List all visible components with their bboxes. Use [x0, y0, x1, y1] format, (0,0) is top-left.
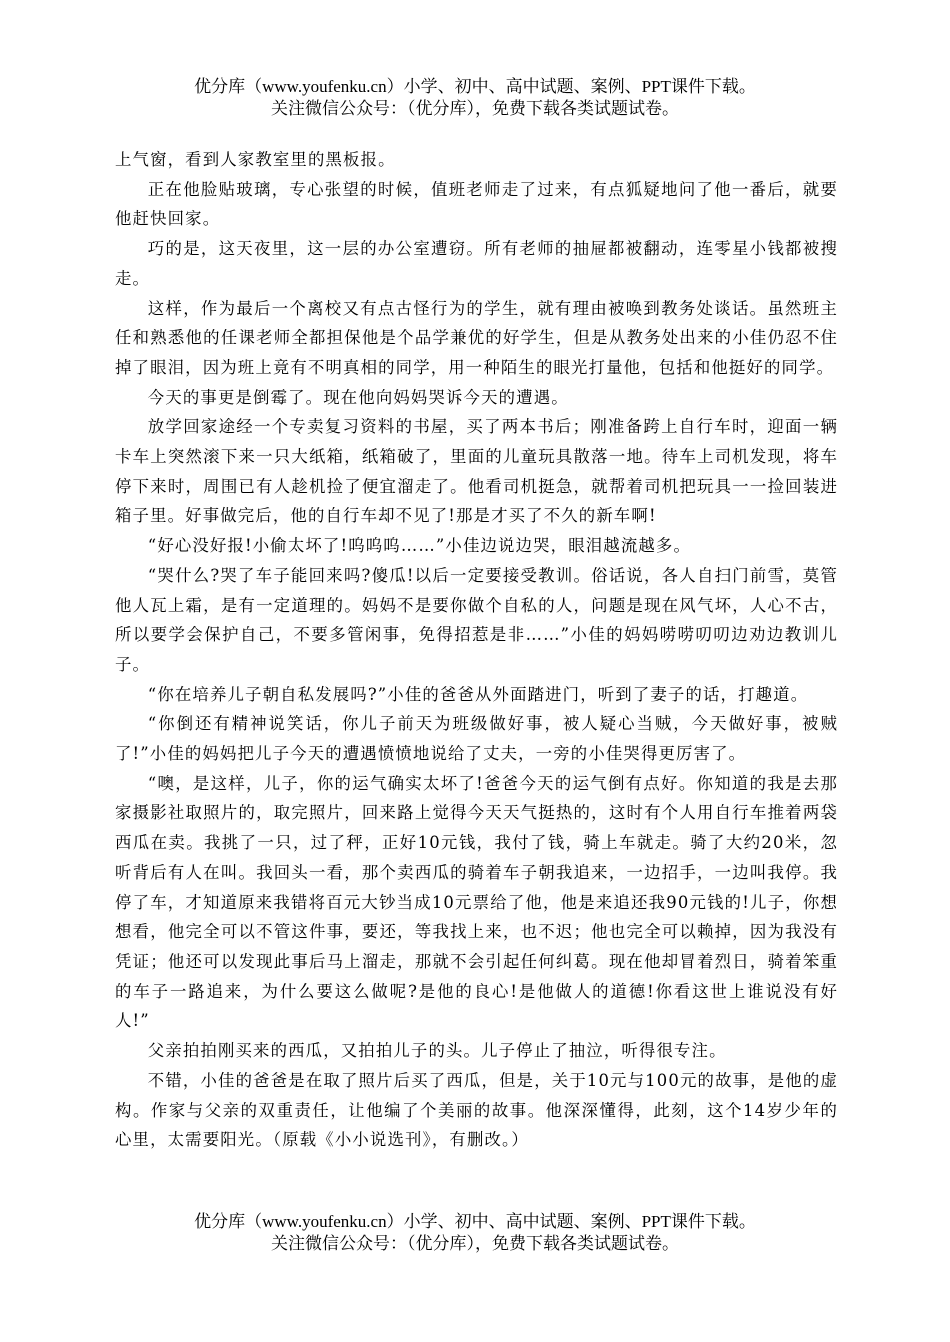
paragraph: 这样，作为最后一个离校又有点古怪行为的学生，就有理由被唤到教务处谈话。虽然班主任和熟悉他的任课老师全都担保他是个品学兼优的好学生，但是从教务处出来的小佳仍忍不住掉了眼泪，因为班上竟有不明真相的同学，用一种陌生的眼光打量他，包括和他挺好的同学。: [115, 298, 838, 377]
paragraph: “你倒还有精神说笑话，你儿子前天为班级做好事，被人疑心当贼，今天做好事，被贼了!”小佳的妈妈把儿子今天的遭遇愤愤地说给了丈夫，一旁的小佳哭得更厉害了。: [115, 714, 838, 764]
paragraph: 放学回家途经一个专卖复习资料的书屋，买了两本书后；刚准备跨上自行车时，迎面一辆卡车上突然滚下来一只大纸箱，纸箱破了，里面的儿童玩具散落一地。待车上司机发现，将车停下来时，周围已有人趁机捡了便宜溜走了。他看司机挺急，就帮着司机把玩具一一捡回装进箱子里。好事做完后，他的自行车却不见了!那是才买了不久的新车啊!: [115, 417, 838, 526]
page-footer: [0, 1211, 950, 1255]
story-body: [115, 145, 838, 1155]
paragraph: 巧的是，这天夜里，这一层的办公室遭窃。所有老师的抽屉都被翻动，连零星小钱都被搜走。: [115, 239, 838, 288]
paragraph: “噢，是这样，儿子，你的运气确实太坏了!爸爸今天的运气倒有点好。你知道的我是去那家摄影社取照片的，取完照片，回来路上觉得今天天气挺热的，这时有个人用自行车推着两袋西瓜在卖。我挑了一只，过了秤，正好10元钱，我付了钱，骑上车就走。骑了大约20米，忽听背后有人在叫。我回头一看，那个卖西瓜的骑着车子朝我追来，一边招手，一边叫我停。我停了车，才知道原来我错将百元大钞当成10元票给了他，他是来追还我90元钱的!儿子，你想想看，他完全可以不管这件事，要还，等我找上来，也不迟；他也完全可以赖掉，因为我没有凭证；他还可以发现此事后马上溜走，那就不会引起任何纠葛。现在他却冒着烈日，骑着笨重的车子一路追来，为什么要这么做呢?是他的良心!是他做人的道德!你看这世上谁说没有好人!”: [115, 773, 838, 1031]
paragraph: 不错，小佳的爸爸是在取了照片后买了西瓜，但是，关于10元与100元的故事，是他的虚构。作家与父亲的双重责任，让他编了个美丽的故事。他深深懂得，此刻，这个14岁少年的心里，太需要阳光。（原载《小小说选刊》，有删改。）: [115, 1070, 838, 1150]
paragraph: 父亲拍拍刚买来的西瓜，又拍拍儿子的头。儿子停止了抽泣，听得很专注。: [147, 1041, 727, 1061]
footer-line-2: 关注微信公众号：（优分库），免费下载各类试题试卷。: [271, 1234, 679, 1253]
paragraph: “你在培养儿子朝自私发展吗?”小佳的爸爸从外面踏进门，听到了妻子的话，打趣道。: [147, 684, 809, 704]
paragraph-continued: 上气窗，看到人家教室里的黑板报。: [115, 150, 396, 169]
paragraph: 今天的事更是倒霉了。现在他向妈妈哭诉今天的遭遇。: [147, 387, 569, 407]
header-line-2: 关注微信公众号：（优分库），免费下载各类试题试卷。: [271, 99, 679, 118]
paragraph: 正在他脸贴玻璃，专心张望的时候，值班老师走了过来，有点狐疑地问了他一番后，就要他赶快回家。: [115, 179, 838, 229]
paragraph: “哭什么?哭了车子能回来吗?傻瓜!以后一定要接受教训。俗话说，各人自扫门前雪，莫管他人瓦上霜，是有一定道理的。妈妈不是要你做个自私的人，问题是现在风气坏，人心不古，所以要学会保护自己，不要多管闲事，免得招惹是非……”小佳的妈妈唠唠叨叨边劝边教训儿子。: [115, 565, 838, 674]
header-line-1: 优分库（www.youfenku.cn）小学、初中、高中试题、案例、PPT课件下载。: [194, 77, 756, 96]
page-header: [0, 76, 950, 120]
paragraph: “好心没好报!小偷太坏了!呜呜呜……”小佳边说边哭，眼泪越流越多。: [147, 536, 692, 556]
footer-line-1: 优分库（www.youfenku.cn）小学、初中、高中试题、案例、PPT课件下载。: [194, 1212, 756, 1231]
